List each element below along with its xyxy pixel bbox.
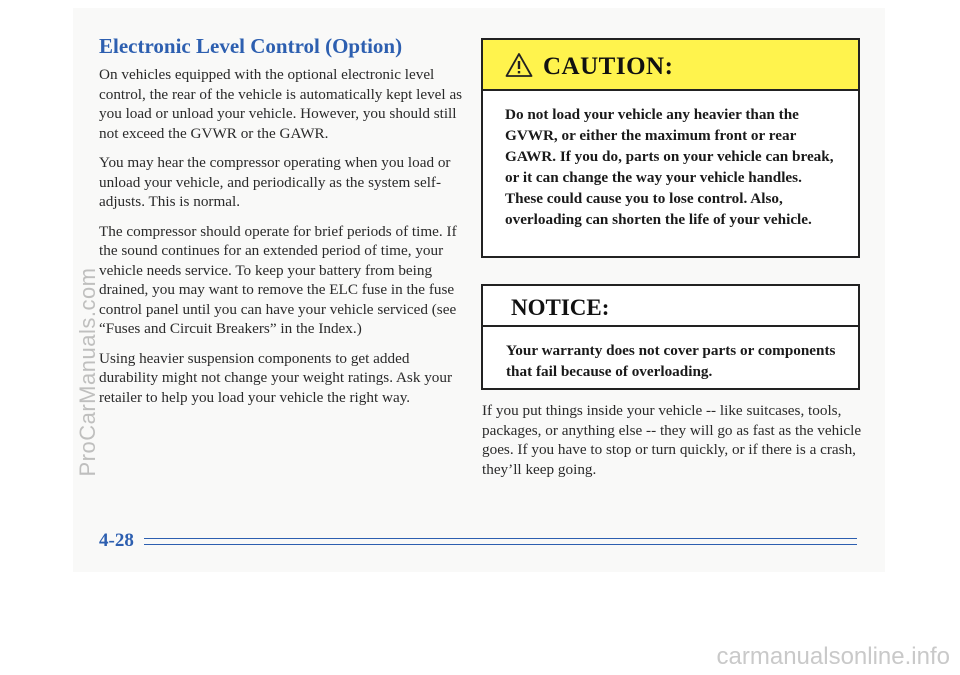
- paragraph: Using heavier suspension components to get added durability might not change your weight ratings. Ask your retailer to help you load your vehicle the right way.: [99, 349, 453, 406]
- caution-text: Do not load your vehicle any heavier than the GVWR, or either the maximum front or rear GAWR. If you do, parts on your vehicle can break, or it can change the way your vehicle handles. These could cause you to lose control. Also, overloading can shorten the life of your vehicle.: [505, 106, 834, 228]
- page-number: 4-28: [99, 530, 134, 551]
- paragraph: The compressor should operate for brief periods of time. If the sound continues for an extended period of time, your vehicle needs service. To keep your battery from being drained, you may want to remove the ELC fuse in the fuse control panel until you can have your vehicle serviced (see “Fuses and Circuit Breakers” in the Index.): [99, 222, 457, 337]
- left-column: [99, 65, 471, 417]
- caution-header: [483, 40, 858, 91]
- caution-title: CAUTION:: [543, 52, 674, 80]
- footer-rule: [144, 538, 857, 545]
- site-watermark: carmanualsonline.info: [716, 643, 950, 670]
- paragraph: You may hear the compressor operating when you load or unload your vehicle, and periodically as the system self-adjusts. This is normal.: [99, 154, 451, 210]
- paragraph: On vehicles equipped with the optional electronic level control, the rear of the vehicle is automatically kept level as you load or unload your vehicle. However, you should still not exceed the GVWR or the GAWR.: [99, 66, 463, 142]
- caution-box: [481, 38, 860, 258]
- notice-header: [483, 286, 858, 327]
- side-watermark: ProCarManuals.com: [75, 267, 100, 477]
- notice-box: [481, 284, 860, 390]
- section-title: Electronic Level Control (Option): [99, 34, 403, 58]
- notice-text: Your warranty does not cover parts or components that fail because of overloading.: [506, 342, 836, 380]
- cargo-paragraph: If you put things inside your vehicle -- like suitcases, tools, packages, or anything else -- they will go as fast as the vehicle goes. If you have to stop or turn quickly, or if there is a crash, they’ll keep going.: [482, 402, 862, 478]
- warning-triangle-icon: [505, 52, 533, 78]
- notice-title: NOTICE:: [511, 294, 610, 320]
